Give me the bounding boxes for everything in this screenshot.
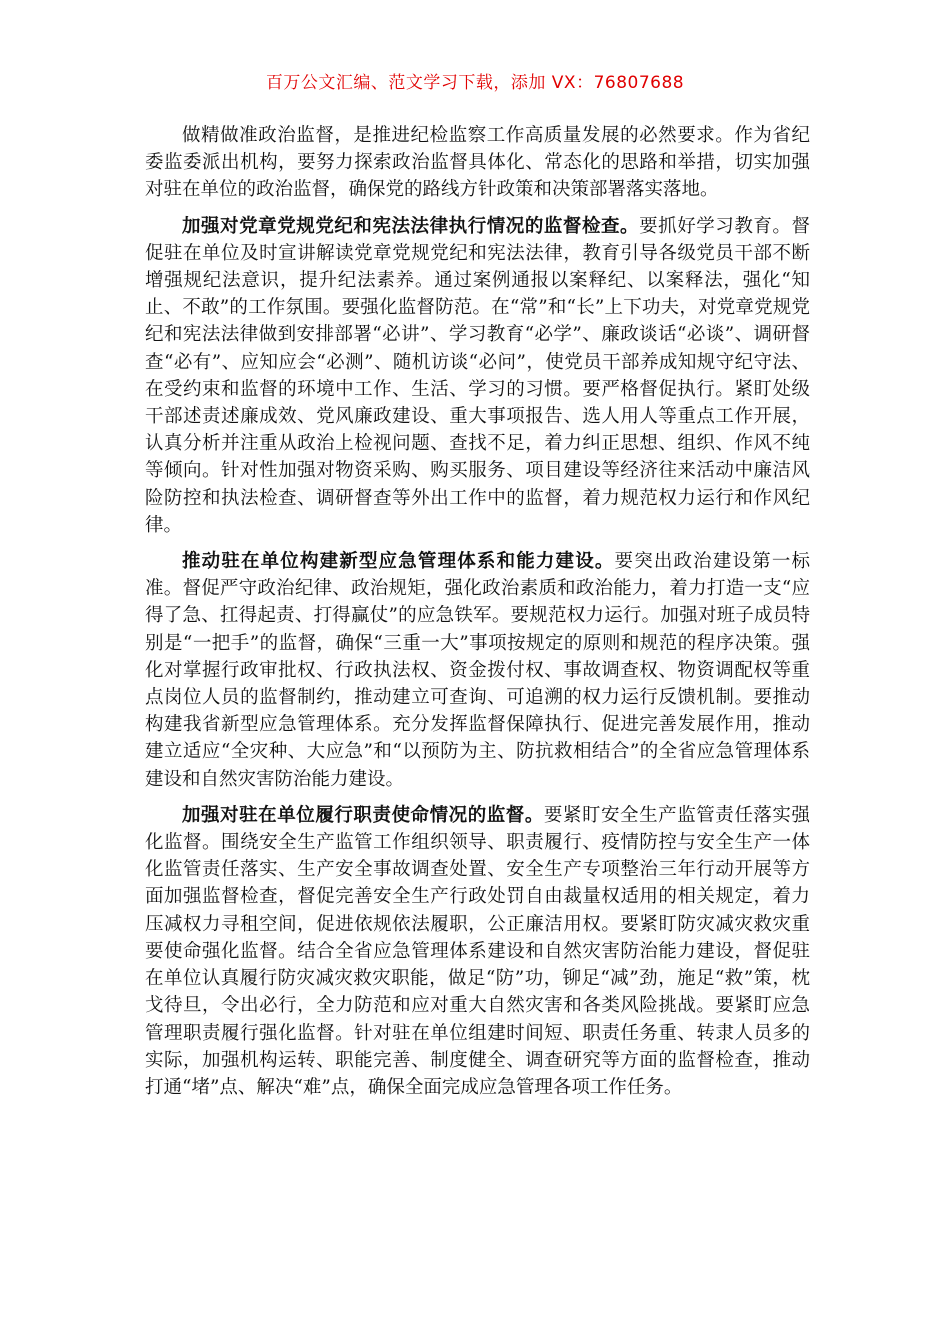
paragraph-lead: 推动驻在单位构建新型应急管理体系和能力建设。 — [182, 551, 615, 573]
paragraph-text: 做精做准政治监督，是推进纪检监察工作高质量发展的必然要求。作为省纪委监委派出机构，要努力探索政治监督具体化、常态化的思路和举措，切实加强对驻在单位的政治监督，确保党的路线方针政策和决策部署落实落地。 — [145, 125, 810, 201]
paragraph-lead: 加强对驻在单位履行职责使命情况的监督。 — [182, 804, 544, 826]
document-body — [145, 122, 810, 1110]
paragraph-text: 要抓好学习教育。督促驻在单位及时宣讲解读党章党规党纪和宪法法律，教育引导各级党员干部不断增强规纪法意识，提升纪法素养。通过案例通报以案释纪、以案释法，强化“知止、不敢”的工作氛围。要强化监督防范。在“常”和“长”上下功夫，对党章党规党纪和宪法法律做到安排部署“必讲”、学习教育“必学”、廉政谈话“必谈”、调研督查“必有”、应知应会“必测”、随机访谈“必问”，使党员干部养成知规守纪守法、在受约束和监督的环境中工作、生活、学习的习惯。要严格督促执行。紧盯处级干部述责述廉成效、党风廉政建设、重大事项报告、选人用人等重点工作开展，认真分析并注重从政治上检视问题、查找不足，着力纠正思想、组织、作风不纯等倾向。针对性加强对物资采购、购买服务、项目建设等经济往来活动中廉洁风险防控和执法检查、调研督查等外出工作中的监督，着力规范权力运行和作风纪律。 — [145, 215, 810, 536]
paragraph-text: 要紧盯安全生产监管责任落实强化监督。围绕安全生产监管工作组织领导、职责履行、疫情防控与安全生产一体化监管责任落实、生产安全事故调查处置、安全生产专项整治三年行动开展等方面加强监督检查，督促完善安全生产行政处罚自由裁量权适用的相关规定，着力压减权力寻租空间，促进依规依法履职，公正廉洁用权。要紧盯防灾减灾救灾重要使命强化监督。结合全省应急管理体系建设和自然灾害防治能力建设，督促驻在单位认真履行防灾减灾救灾职能，做足“防”功，铆足“减”劲，施足“救”策，枕戈待旦，令出必行，全力防范和应对重大自然灾害和各类风险挑战。要紧盯应急管理职责履行强化监督。针对驻在单位组建时间短、职责任务重、转隶人员多的实际，加强机构运转、职能完善、制度健全、调查研究等方面的监督检查，推动打通“堵”点、解决“难”点，确保全面完成应急管理各项工作任务。 — [145, 804, 810, 1098]
paragraph-intro — [145, 122, 810, 204]
paragraph-text: 要突出政治建设第一标准。督促严守政治纪律、政治规矩，强化政治素质和政治能力，着力打造一支“应得了急、扛得起责、打得赢仗”的应急铁军。要规范权力运行。加强对班子成员特别是“一把手”的监督，确保“三重一大”事项按规定的原则和规范的程序决策。强化对掌握行政审批权、行政执法权、资金拨付权、事故调查权、物资调配权等重点岗位人员的监督制约，推动建立可查询、可追溯的权力运行反馈机制。要推动构建我省新型应急管理体系。充分发挥监督保障执行、促进完善发展作用，推动建立适应“全灾种、大应急”和“以预防为主、防抗救相结合”的全省应急管理体系建设和自然灾害防治能力建设。 — [145, 551, 810, 790]
paragraph-lead: 加强对党章党规党纪和宪法法律执行情况的监督检查。 — [182, 215, 640, 237]
paragraph-duty-supervision — [145, 802, 810, 1101]
paragraph-supervision-discipline — [145, 213, 810, 539]
watermark-header: 百万公文汇编、范文学习下载，添加 VX：76807688 — [265, 73, 685, 93]
paragraph-emergency-system — [145, 548, 810, 793]
